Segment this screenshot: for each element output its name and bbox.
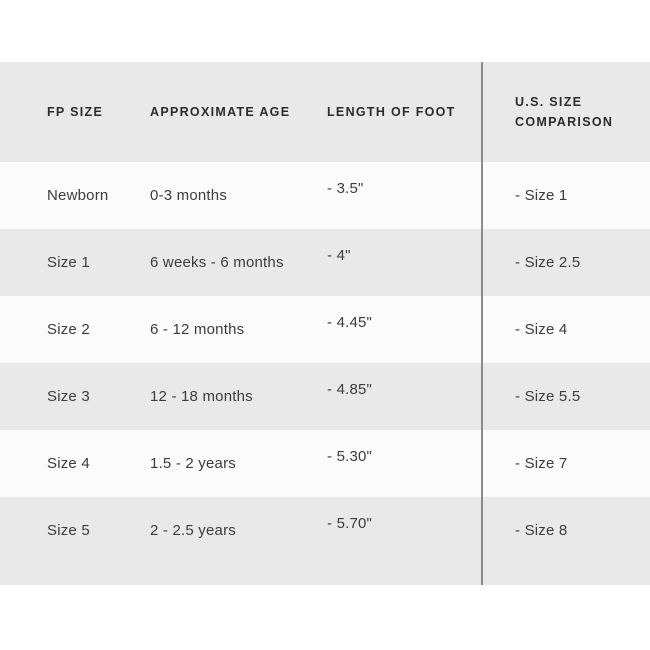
- cell-us-size-comparison: - Size 7: [515, 455, 568, 472]
- table-header-row: [0, 62, 650, 162]
- column-header-fp-size: FP SIZE: [47, 105, 104, 119]
- column-header-approximate-age: APPROXIMATE AGE: [150, 105, 291, 119]
- table-bottom-filler: [0, 564, 650, 585]
- cell-fp-size: Size 5: [47, 522, 90, 539]
- table-row: [0, 162, 650, 229]
- cell-approximate-age: 6 weeks - 6 months: [150, 254, 284, 271]
- cell-length-of-foot: - 3.5": [327, 180, 364, 197]
- cell-fp-size: Size 1: [47, 254, 90, 271]
- cell-approximate-age: 6 - 12 months: [150, 321, 245, 338]
- cell-us-size-comparison: - Size 5.5: [515, 388, 581, 405]
- table-row: [0, 430, 650, 497]
- cell-us-size-comparison: - Size 8: [515, 522, 568, 539]
- table-row: [0, 296, 650, 363]
- table-row: [0, 363, 650, 430]
- cell-us-size-comparison: - Size 2.5: [515, 254, 581, 271]
- cell-length-of-foot: - 4.45": [327, 314, 373, 331]
- cell-us-size-comparison: - Size 4: [515, 321, 568, 338]
- cell-us-size-comparison: - Size 1: [515, 187, 568, 204]
- column-header-length-of-foot: LENGTH OF FOOT: [327, 105, 456, 119]
- cell-approximate-age: 2 - 2.5 years: [150, 522, 236, 539]
- cell-length-of-foot: - 4.85": [327, 381, 373, 398]
- size-chart-table: [0, 62, 650, 585]
- cell-approximate-age: 1.5 - 2 years: [150, 455, 236, 472]
- cell-fp-size: Size 2: [47, 321, 90, 338]
- cell-fp-size: Size 3: [47, 388, 90, 405]
- cell-length-of-foot: - 4": [327, 247, 351, 264]
- cell-length-of-foot: - 5.30": [327, 448, 373, 465]
- cell-approximate-age: 0-3 months: [150, 187, 228, 204]
- cell-fp-size: Size 4: [47, 455, 90, 472]
- cell-approximate-age: 12 - 18 months: [150, 388, 253, 405]
- column-divider-line: [481, 62, 483, 585]
- cell-fp-size: Newborn: [47, 187, 109, 204]
- table-row: [0, 497, 650, 564]
- table-row: [0, 229, 650, 296]
- cell-length-of-foot: - 5.70": [327, 515, 373, 532]
- column-header-us-size-comparison: U.S. SIZE COMPARISON: [515, 95, 614, 129]
